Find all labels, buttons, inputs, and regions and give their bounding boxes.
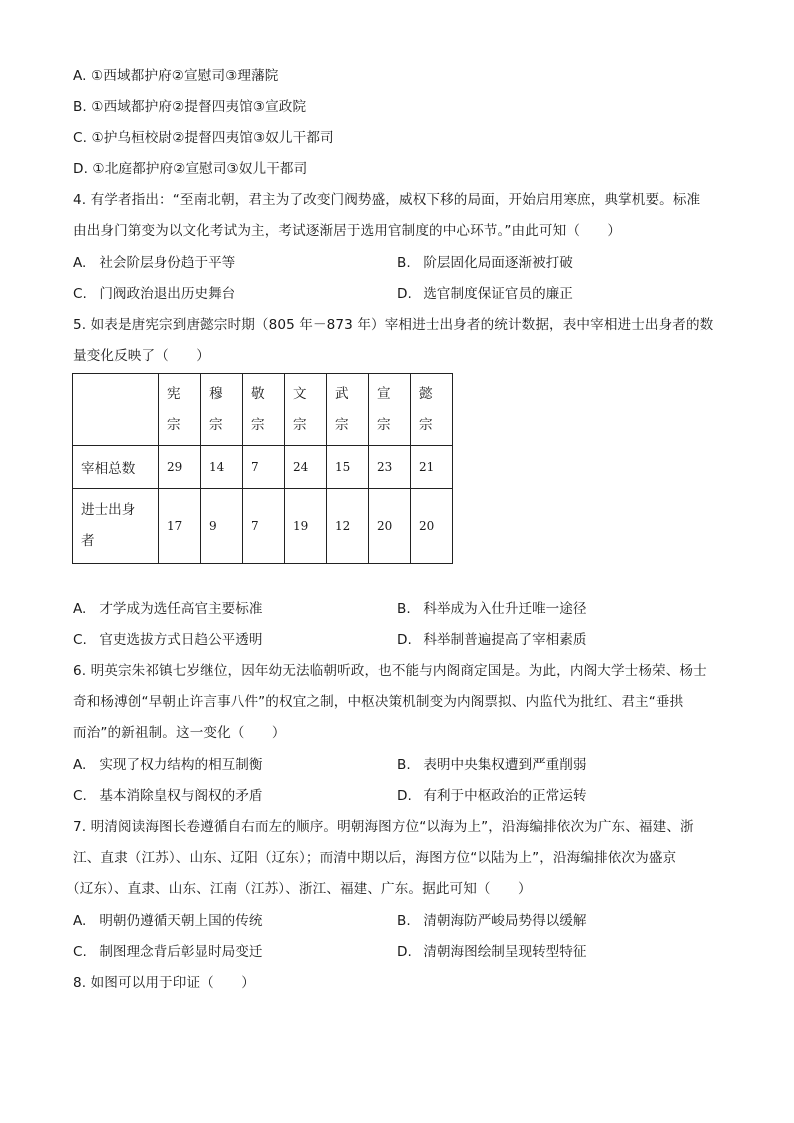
q6-option-a: A. 实现了权力结构的相互制衡: [73, 757, 263, 773]
row-label-total: 宰相总数: [73, 446, 159, 489]
table-header-row: [73, 374, 453, 446]
table-corner-cell: [73, 374, 159, 446]
q6-stem-line1: 6. 明英宗朱祁镇七岁继位，因年幼无法临朝听政，也不能与内阁商定国是。为此，内阁大学士杨荣、杨士: [73, 663, 707, 679]
q5-stem-line2: 量变化反映了（ ）: [73, 348, 210, 364]
header-jingzong: 敬 宗: [243, 374, 285, 446]
q5-stem-line1: 5. 如表是唐宪宗到唐懿宗时期（805 年－873 年）宰相进士出身者的统计数据，表中宰相进士出身者的数: [73, 317, 714, 333]
q7-option-a: A. 明朝仍遵循天朝上国的传统: [73, 913, 263, 929]
table-row-jinshi: [73, 489, 453, 564]
table-cell: 20: [369, 489, 411, 564]
table-cell: 7: [243, 446, 285, 489]
header-xianzong: 宪 宗: [159, 374, 201, 446]
q4-option-a: A. 社会阶层身份趋于平等: [73, 255, 236, 271]
table-cell: 7: [243, 489, 285, 564]
q4-stem-line2: 由出身门第变为以文化考试为主，考试逐渐居于选用官制度的中心环节。”由此可知（ ）: [73, 223, 622, 239]
q4-option-b: B. 阶层固化局面逐渐被打破: [397, 255, 573, 271]
q7-stem-line1: 7. 明清阅读海图长卷遵循自右而左的顺序。明朝海图方位“以海为上”，沿海编排依次为广东、福建、浙: [73, 819, 694, 835]
header-muzong: 穆 宗: [201, 374, 243, 446]
header-xuanzong: 宣 宗: [369, 374, 411, 446]
q5-option-b: B. 科举成为入仕升迁唯一途径: [397, 601, 587, 617]
q8-stem-line1: 8. 如图可以用于印证（ ）: [73, 975, 255, 991]
q4-option-d: D. 选官制度保证官员的廉正: [397, 286, 573, 302]
q5-option-c: C. 官吏选拔方式日趋公平透明: [73, 632, 263, 648]
q6-stem-line2: 奇和杨溥创“早朝止许言事八件”的权宜之制，中枢决策机制变为内阁票拟、内监代为批红、君主“垂拱: [73, 694, 684, 710]
q4-stem-line1: 4. 有学者指出：“至南北朝，君主为了改变门阀势盛，威权下移的局面，开始启用寒庶，典掌机要。标准: [73, 192, 701, 208]
q5-statistics-table: [72, 373, 453, 564]
table-cell: 17: [159, 489, 201, 564]
q6-stem-line3: 而治”的新祖制。这一变化（ ）: [73, 725, 286, 741]
q6-option-d: D. 有利于中枢政治的正常运转: [397, 788, 587, 804]
q7-option-d: D. 清朝海图绘制呈现转型特征: [397, 944, 587, 960]
row-label-jinshi: 进士出身 者: [73, 489, 159, 564]
q7-stem-line2: 江、直隶（江苏）、山东、辽阳（辽东）；而清中期以后，海图方位“以陆为上”，沿海编排依次为盛京: [73, 850, 677, 866]
table-cell: 15: [327, 446, 369, 489]
q5-option-a: A. 才学成为选任高官主要标准: [73, 601, 263, 617]
table-cell: 14: [201, 446, 243, 489]
header-yizong: 懿 宗: [411, 374, 453, 446]
table-cell: 29: [159, 446, 201, 489]
q7-option-c: C. 制图理念背后彰显时局变迁: [73, 944, 263, 960]
q7-option-b: B. 清朝海防严峻局势得以缓解: [397, 913, 587, 929]
q5-option-d: D. 科举制普遍提高了宰相素质: [397, 632, 587, 648]
table-cell: 24: [285, 446, 327, 489]
header-wuzong: 武 宗: [327, 374, 369, 446]
table-cell: 23: [369, 446, 411, 489]
table-cell: 19: [285, 489, 327, 564]
q3-option-d: D. ①北庭都护府②宣慰司③奴儿干都司: [73, 161, 308, 177]
q7-stem-line3: （辽东）、直隶、山东、江南（江苏）、浙江、福建、广东。据此可知（ ）: [66, 881, 532, 897]
q3-option-a: A. ①西域都护府②宣慰司③理藩院: [73, 68, 279, 84]
q6-option-b: B. 表明中央集权遭到严重削弱: [397, 757, 587, 773]
table-cell: 12: [327, 489, 369, 564]
table-cell: 21: [411, 446, 453, 489]
q6-option-c: C. 基本消除皇权与阁权的矛盾: [73, 788, 263, 804]
q4-option-c: C. 门阀政治退出历史舞台: [73, 286, 236, 302]
table-cell: 9: [201, 489, 243, 564]
table-row-total: [73, 446, 453, 489]
header-wenzong: 文 宗: [285, 374, 327, 446]
q3-option-b: B. ①西域都护府②提督四夷馆③宣政院: [73, 99, 307, 115]
table-cell: 20: [411, 489, 453, 564]
q3-option-c: C. ①护乌桓校尉②提督四夷馆③奴儿干都司: [73, 130, 334, 146]
